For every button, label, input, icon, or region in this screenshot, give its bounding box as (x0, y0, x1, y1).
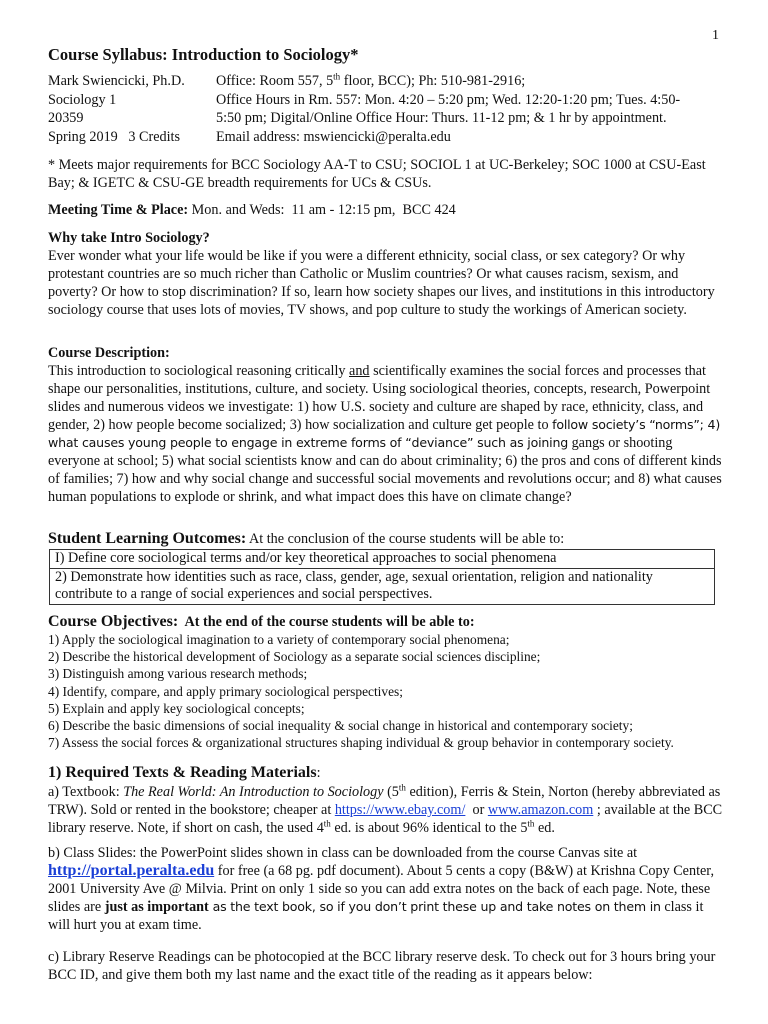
text-fragment: ; available at the BCC library reserve. Note, if short on cash, the used 4 (48, 802, 723, 836)
objective-item: 4) Identify, compare, and apply primary sociological perspectives; (48, 683, 403, 699)
texts-heading-line (48, 764, 724, 782)
header-row (48, 109, 680, 128)
header-row (48, 72, 680, 91)
email-address: Email address: mswiencicki@peralta.edu (216, 128, 451, 145)
ebay-link[interactable]: https://www.ebay.com/ (334, 802, 466, 818)
objective-item: 3) Distinguish among various research methods; (48, 666, 308, 682)
term-credits: Spring 2019 3 Credits (48, 128, 181, 145)
course-header (48, 72, 680, 146)
emphasis-text: just as important (104, 899, 209, 915)
description-part-1: This introduction to sociological reasoning critically (48, 363, 350, 379)
objectives-heading-line (48, 613, 724, 631)
library-reserve-text: c) Library Reserve Readings can be photocopied at the BCC library reserve desk. To check out for 3 hours bring your BCC ID, and give them both my last name and the exact title of the reading as it appears below: (48, 949, 716, 983)
class-slides-label: b) Class Slides (48, 845, 133, 861)
description-part-3: gangs or shooting everyone at school; 5) what social scientists know and can do about criminality; 6) the pros and cons of different kinds of families; 7) how and why social change and successful social movements and revolutions occur; and 8) what causes human populations to explode or shrink, and what impact does this have on climate change? (48, 435, 722, 505)
description-body (48, 362, 724, 506)
library-reserve-paragraph (48, 948, 724, 984)
objective-item: 7) Assess the social forces & organizational structures shaping individual & group behavior in contemporary society. (48, 735, 674, 751)
why-body: Ever wonder what your life would be like if you were a different ethnicity, social class, or sex category? Or why protestant countries are so much richer than Catholic or Muslim countries? Or what causes racism, sexism, and poverty? Or how to stop discrimination? If so, learn how society shapes our lives, and institutions in this introductory sociology course that uses lots of movies, TV shows, and pop culture to study the workings of American society. (48, 248, 715, 318)
text-fragment: as the text book, so if you don’t print these up and take notes on them in (208, 899, 661, 914)
meeting-value: Mon. and Weds: 11 am - 12:15 pm, BCC 424 (188, 202, 456, 218)
document-title: Course Syllabus: Introduction to Sociology* (48, 45, 359, 64)
slo-item: I) Define core sociological terms and/or key theoretical approaches to social phenomena (55, 550, 557, 566)
textbook-text (48, 783, 724, 837)
textbook-title: The Real World: An Introduction to Sociology (123, 784, 384, 800)
objective-item: 1) Apply the sociological imagination to a variety of contemporary social phenomena; (48, 632, 510, 647)
slo-table (49, 549, 715, 605)
meeting-label: Meeting Time & Place: (48, 202, 189, 218)
office-info: Office: Room 557, 5th floor, BCC); Ph: 510-981-2916; (216, 71, 526, 89)
office-hours-line-1: Office Hours in Rm. 557: Mon. 4:20 – 5:20 pm; Wed. 12:20-1:20 pm; Tues. 4:50- (216, 91, 681, 108)
objectives-intro: At the end of the course students will be able to: (178, 614, 475, 630)
description-part-2: scientifically examines the social forces and processes that shape our personalities, institutions, culture, and society. Using sociological theories, concepts, research, Powerpoint slides and numerous videos we investigate: 1) how U.S. society and culture are shaped by race, ethnicity, class, and gender, 2) how people become socialized; 3) how socialization and culture get people to (48, 363, 711, 433)
class-slides-text (48, 844, 724, 934)
header-row (48, 128, 680, 147)
objective-item: 6) Describe the basic dimensions of social inequality & social change in historical and contemporary society; (48, 718, 633, 734)
textbook-label: a) Textbook: (48, 784, 124, 800)
amazon-link[interactable]: www.amazon.com (487, 802, 594, 818)
description-part-mono: follow society’s “norms”; 4) what causes young people to engage in extreme forms of “deviance” such as joining (48, 417, 721, 450)
textbook-paragraph (48, 783, 724, 837)
objective-item: 5) Explain and apply key sociological concepts; (48, 700, 305, 716)
text-fragment: (5 (383, 784, 399, 800)
text-fragment: : the PowerPoint slides shown in class can be downloaded from the course Canvas site at (132, 845, 638, 861)
office-hours-line-2: 5:50 pm; Digital/Online Office Hour: Thurs. 11-12 pm; & 1 hr by appointment. (216, 110, 667, 126)
text-fragment: ed. (534, 820, 555, 836)
description-section (48, 344, 724, 506)
superscript: th (527, 818, 535, 829)
class-slides-paragraph (48, 844, 724, 934)
text-fragment: class it will hurt you at exam time. (48, 899, 704, 933)
objective-item: 2) Describe the historical development of Sociology as a separate social sciences discipline; (48, 649, 541, 665)
texts-heading-colon: : (316, 765, 321, 781)
text-fragment: edition), Ferris & Stein, Norton (hereby abbreviated as TRW). Sold or rented in the bookstore; cheaper at (48, 784, 721, 818)
superscript: th (323, 818, 331, 829)
text-fragment: for free (a 68 pg. pdf document). About 5 cents a copy (B&W) at Krishna Copy Center, 2001 University Ave @ Milvia. Print on only 1 side so you can add extra notes on the back of each page. Note, these slides are (48, 863, 715, 915)
header-row (48, 91, 680, 110)
text-fragment: ed. is about 96% identical to the 5 (330, 820, 528, 836)
why-heading: Why take Intro Sociology? (48, 230, 210, 246)
requirements-footnote (48, 156, 724, 192)
portal-link[interactable]: http://portal.peralta.edu (48, 862, 215, 879)
description-and: and (349, 363, 370, 379)
texts-heading: 1) Required Texts & Reading Materials (48, 764, 317, 781)
slo-heading-line (48, 530, 724, 548)
objectives-list (48, 631, 674, 751)
why-section (48, 229, 724, 319)
description-heading: Course Description: (48, 345, 170, 361)
instructor-name: Mark Swiencicki, Ph.D. (48, 73, 185, 89)
objectives-heading: Course Objectives: (48, 613, 179, 630)
course-code: 20359 (48, 110, 84, 126)
superscript: th (398, 782, 406, 793)
course-name: Sociology 1 (48, 91, 117, 108)
page-number: 1 (712, 28, 719, 43)
slo-heading: Student Learning Outcomes: (48, 530, 247, 547)
meeting-time-place (48, 201, 724, 219)
text-fragment: or (465, 802, 488, 818)
slo-item: 2) Demonstrate how identities such as race, class, gender, age, sexual orientation, religion and nationality contribute to a range of social experiences and social perspectives. (50, 568, 714, 604)
slo-intro: At the conclusion of the course students will be able to: (246, 531, 565, 547)
footnote-text: * Meets major requirements for BCC Sociology AA-T to CSU; SOCIOL 1 at UC-Berkeley; SOC 1000 at CSU-East Bay; & IGETC & CSU-GE breadth requirements for UCs & CSUs. (48, 157, 706, 191)
